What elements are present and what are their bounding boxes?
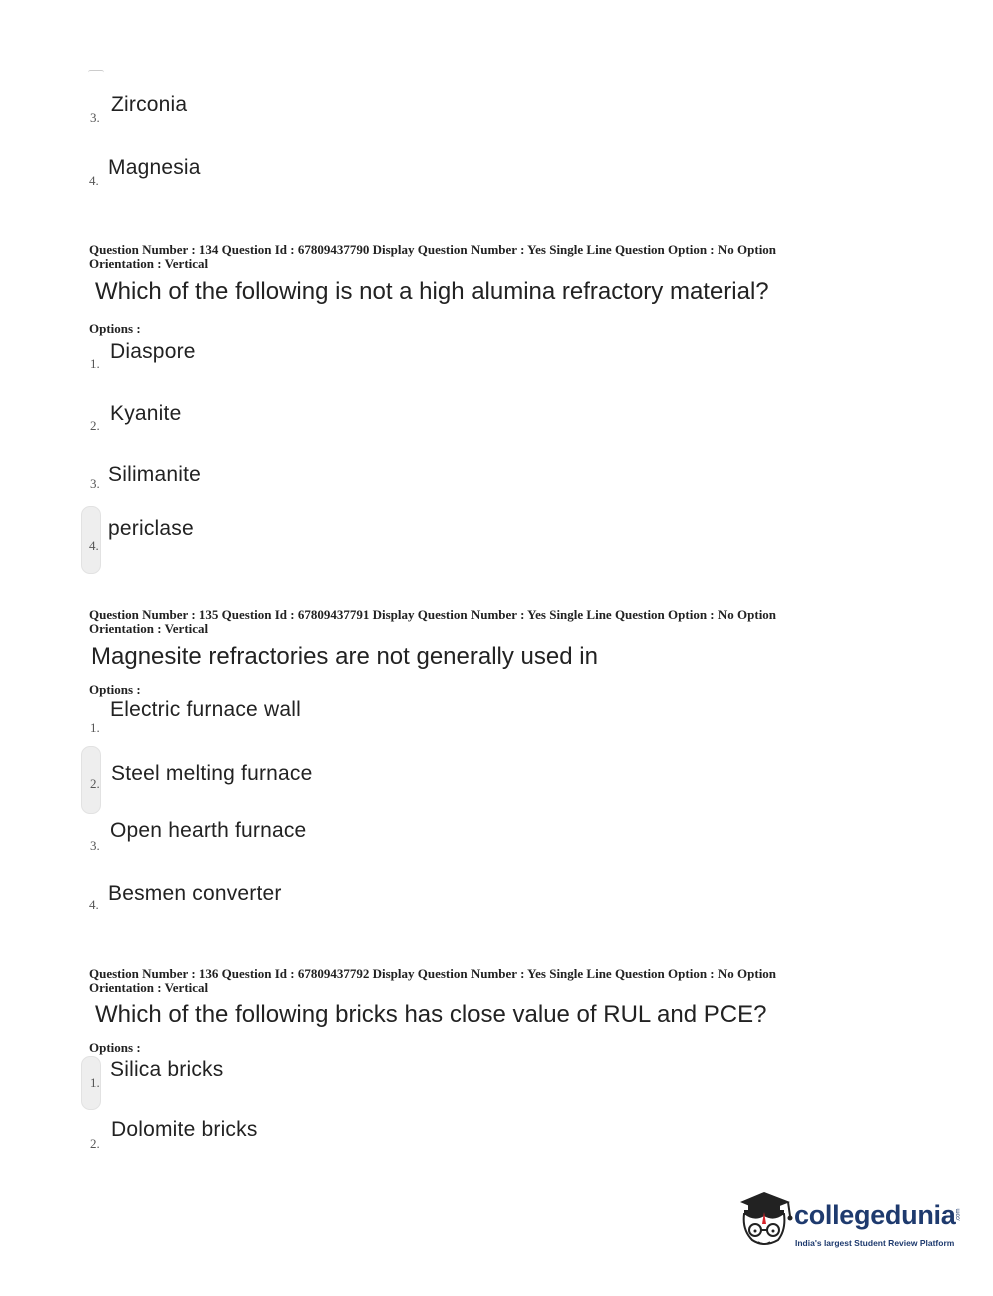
options-label: Options : [89, 682, 141, 697]
option-number: 1. [90, 356, 100, 371]
question-meta: Question Number : 134 Question Id : 67809437790 Display Question Number : Yes Single Line Question Option : No Option Orientation : Vertical [89, 242, 777, 271]
option-text: Open hearth furnace [110, 819, 307, 842]
logo-wordmark: collegedunia [794, 1200, 956, 1230]
option-number: 2. [90, 418, 100, 433]
option-text: Besmen converter [108, 882, 282, 905]
option-number: 2. [90, 776, 100, 791]
question-text: Which of the following bricks has close value of RUL and PCE? [95, 1001, 767, 1028]
option-text: Dolomite bricks [111, 1118, 258, 1141]
question-text: Magnesite refractories are not generally used in [91, 643, 598, 670]
option-text: Steel melting furnace [111, 762, 313, 785]
collegedunia-logo[interactable] [734, 1188, 964, 1260]
option-text: Silimanite [108, 463, 202, 486]
option-number: 4. [89, 897, 99, 912]
logo-tagline: India's largest Student Review Platform [795, 1238, 955, 1248]
option-text: Electric furnace wall [110, 698, 301, 721]
question-meta: Question Number : 136 Question Id : 67809437792 Display Question Number : Yes Single Line Question Option : No Option Orientation : Vertical [89, 966, 777, 995]
option-text: Kyanite [110, 402, 182, 425]
question-text: Which of the following is not a high alumina refractory material? [95, 278, 769, 305]
option-text: periclase [108, 517, 194, 540]
question-meta: Question Number : 135 Question Id : 67809437791 Display Question Number : Yes Single Line Question Option : No Option Orientation : Vertical [89, 607, 777, 636]
mascot-icon [734, 1188, 796, 1256]
option-number: 1. [90, 720, 100, 735]
option-number: 3. [90, 838, 100, 853]
option-number: 2. [90, 1136, 100, 1151]
option-number: 4. [89, 538, 99, 553]
option-number: 3. [90, 110, 100, 125]
option-number: 3. [90, 476, 100, 491]
option-number: 1. [90, 1075, 100, 1090]
option-text: Zirconia [111, 93, 188, 116]
options-label: Options : [89, 321, 141, 336]
option-number: 4. [89, 173, 99, 188]
options-label: Options : [89, 1040, 141, 1055]
option-text: Magnesia [108, 156, 201, 179]
top-scroll-mark [88, 70, 104, 75]
logo-com: .com [955, 1208, 962, 1222]
option-text: Diaspore [110, 340, 196, 363]
option-text: Silica bricks [110, 1058, 224, 1081]
